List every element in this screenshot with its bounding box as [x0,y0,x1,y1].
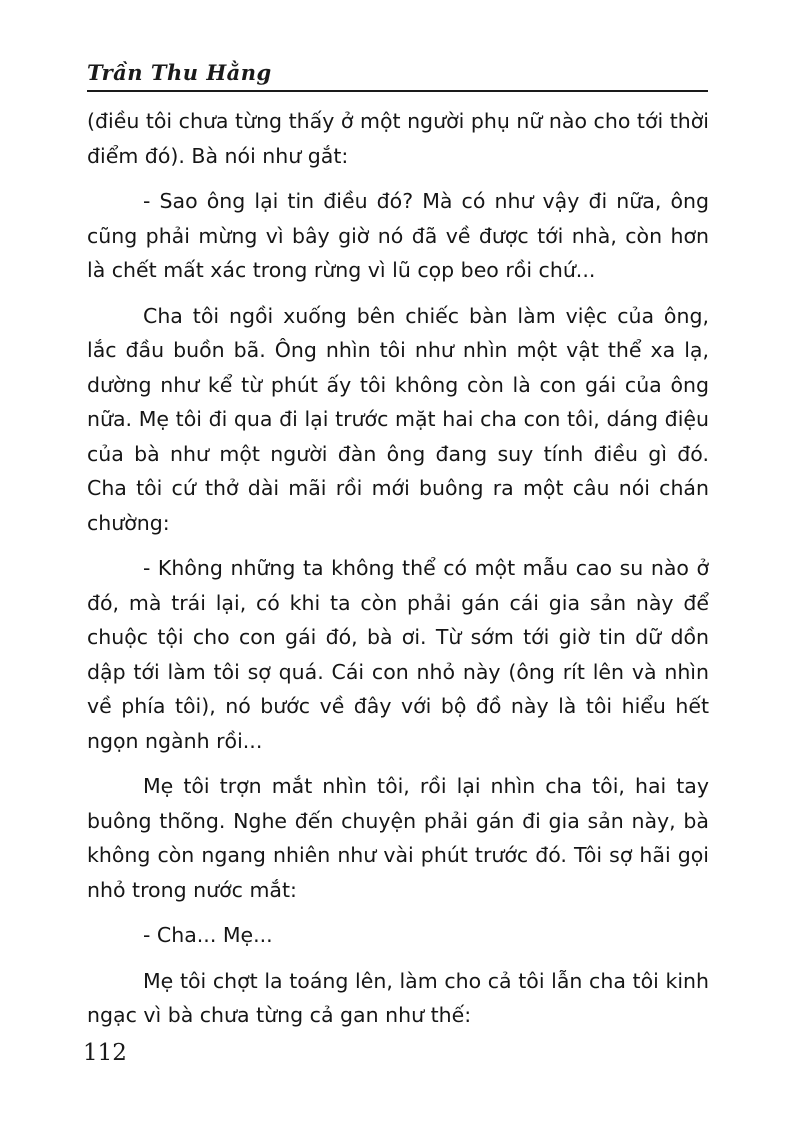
paragraph-continuation: (điều tôi chưa từng thấy ở một người phụ nữ nào cho tới thời điểm đó). Bà nói như gắt: [87,109,709,168]
paragraph-dialogue-daughter: - Cha... Mẹ... [143,923,273,947]
paragraph-narration-father: Cha tôi ngồi xuống bên chiếc bàn làm việc của ông, lắc đầu buồn bã. Ông nhìn tôi như nhìn một vật thể xa lạ, dường như kể từ phút ấy tôi không còn là con gái của ông nữa. Mẹ tôi đi qua đi lại trước mặt hai cha con tôi, dáng điệu của bà như một người đàn ông đang suy tính điều gì đó. Cha tôi cứ thở dài mãi rồi mới buông ra một câu nói chán chường: [87,303,709,535]
paragraph-dialogue-father: - Không những ta không thể có một mẫu cao su nào ở đó, mà trái lại, có khi ta còn phải gán cái gia sản này để chuộc tội cho con gái đó, bà ơi. Từ sớm tới giờ tin dữ dồn dập tới làm tôi sợ quá. Cái con nhỏ này (ông rít lên và nhìn về phía tôi), nó bước về đây với bộ đồ này là tôi hiểu hết ngọn ngành rồi... [87,556,709,753]
paragraph-narration-mother: Mẹ tôi trợn mắt nhìn tôi, rồi lại nhìn cha tôi, hai tay buông thõng. Nghe đến chuyện phải gán đi gia sản này, bà không còn ngang nhiên như vài phút trước đó. Tôi sợ hãi gọi nhỏ trong nước mắt: [87,774,709,902]
paragraph-dialogue-mother: - Sao ông lại tin điều đó? Mà có như vậy đi nữa, ông cũng phải mừng vì bây giờ nó đã về được tới nhà, còn hơn là chết mất xác trong rừng vì lũ cọp beo rồi chứ... [87,189,709,282]
paragraph-narration-final: Mẹ tôi chợt la toáng lên, làm cho cả tôi lẫn cha tôi kinh ngạc vì bà chưa từng cả gan như thế: [87,968,709,1027]
header-rule [87,90,708,92]
page-number: 112 [83,1040,127,1066]
author-name: Trần Thu Hằng [87,60,272,85]
body-text [87,104,709,1033]
running-header [87,58,707,92]
